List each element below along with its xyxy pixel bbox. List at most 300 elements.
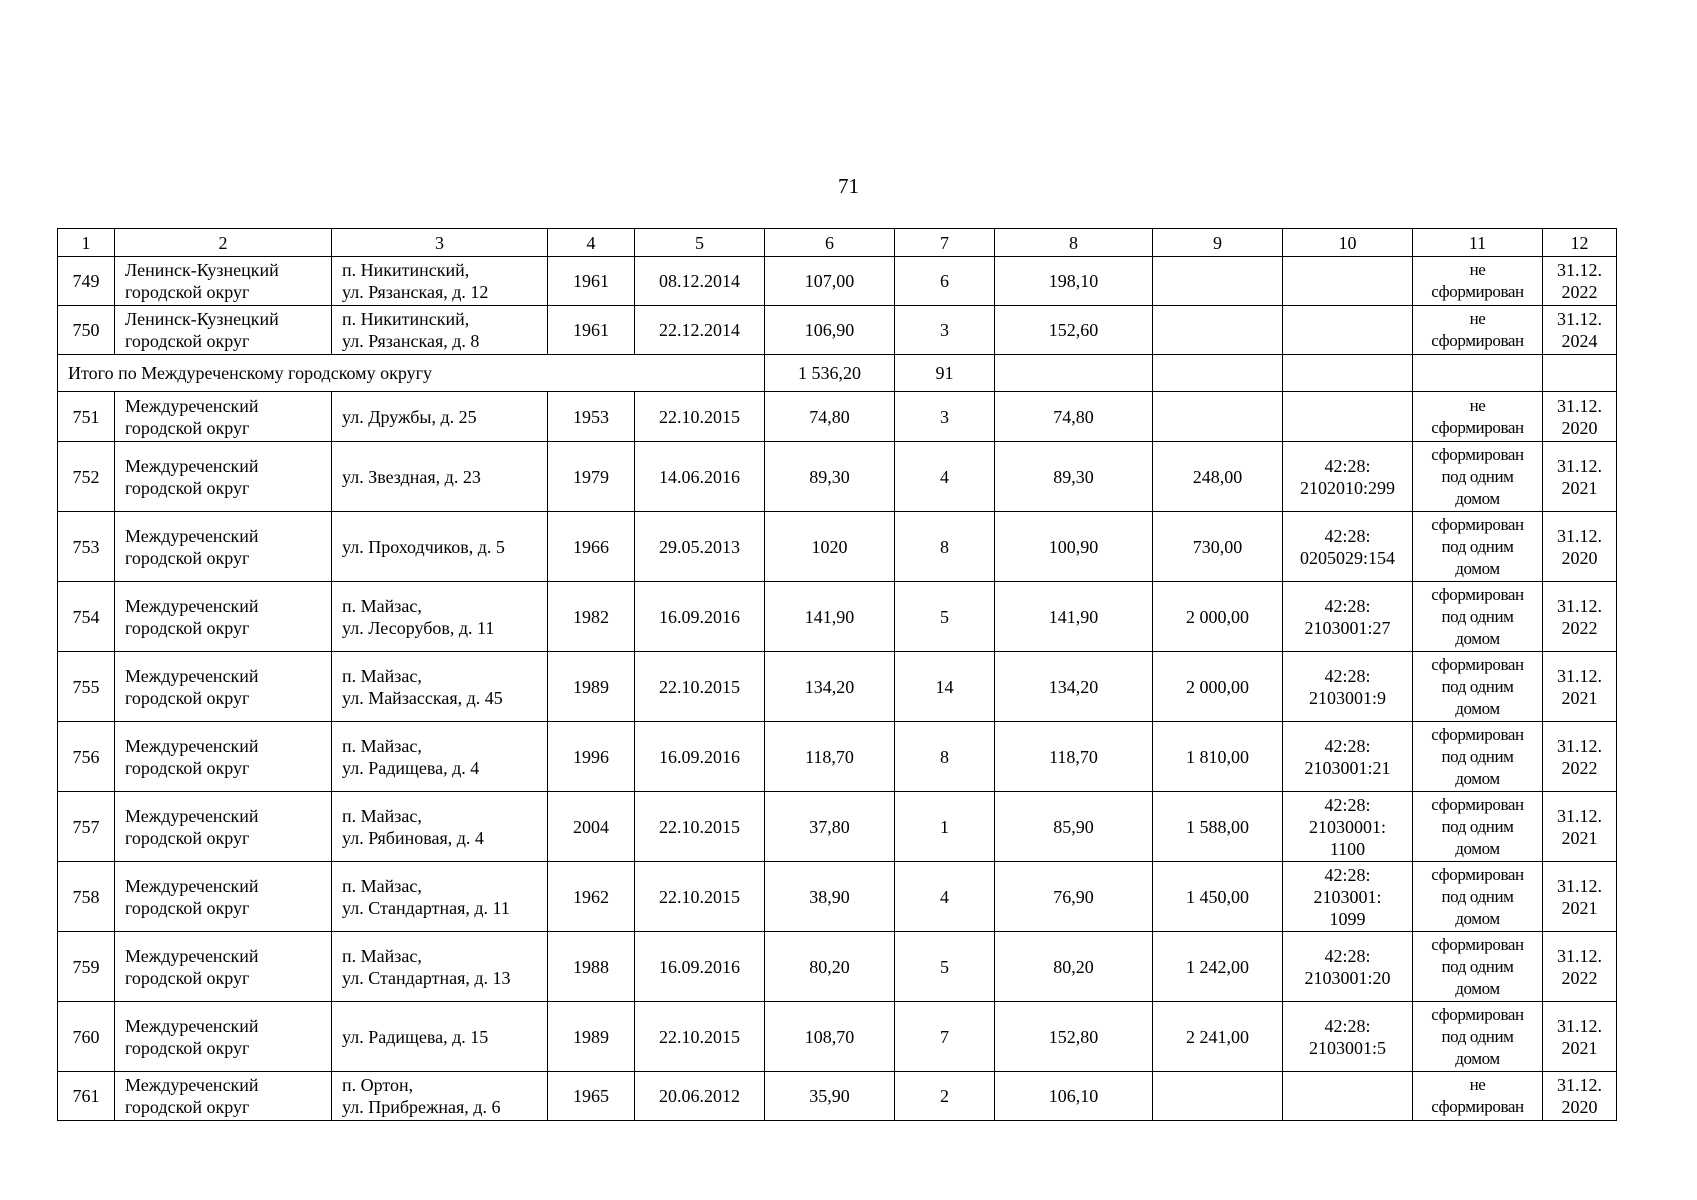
column-number: 12	[1543, 229, 1617, 257]
row-number: 760	[58, 1002, 115, 1072]
date-cell: 22.10.2015	[635, 652, 765, 722]
district-cell	[115, 392, 332, 442]
cadastral-number-cell-line: 42:28:	[1324, 945, 1371, 966]
land-area-cell	[1153, 1072, 1283, 1121]
column-number-row	[58, 229, 1617, 257]
year-cell: 1962	[548, 862, 635, 932]
column-number: 5	[635, 229, 765, 257]
land-status-cell-line: домом	[1455, 558, 1500, 578]
deadline-cell	[1543, 862, 1617, 932]
address-cell-line: п. Никитинский,	[342, 260, 470, 280]
district-cell	[115, 442, 332, 512]
district-cell-line: городской округ	[125, 331, 250, 351]
land-status-cell	[1413, 306, 1543, 355]
land-area-cell: 2 000,00	[1153, 652, 1283, 722]
empty-cell	[995, 355, 1153, 392]
cadastral-number-cell-line: 2103001:9	[1308, 687, 1386, 708]
land-area-cell: 1 810,00	[1153, 722, 1283, 792]
deadline-cell	[1543, 442, 1617, 512]
area-cell: 80,20	[765, 932, 895, 1002]
district-cell-line: городской округ	[125, 757, 250, 778]
deadline-cell-line: 31.12.	[1557, 875, 1602, 896]
table-body	[58, 229, 1617, 1121]
address-cell	[332, 582, 548, 652]
column-number: 8	[995, 229, 1153, 257]
deadline-cell-line: 2020	[1561, 547, 1598, 568]
district-cell	[115, 1072, 332, 1121]
area2-cell: 76,90	[995, 862, 1153, 932]
column-number: 9	[1153, 229, 1283, 257]
date-cell: 16.09.2016	[635, 582, 765, 652]
total-row	[58, 355, 1617, 392]
district-cell	[115, 306, 332, 355]
address-cell-line: ул. Звездная, д. 23	[342, 466, 481, 487]
people-cell: 4	[895, 862, 995, 932]
district-cell-line: городской округ	[125, 477, 250, 498]
table-row	[58, 862, 1617, 932]
date-cell: 16.09.2016	[635, 932, 765, 1002]
address-cell-line: ул. Радищева, д. 4	[342, 757, 480, 778]
people-cell: 7	[895, 1002, 995, 1072]
area2-cell: 89,30	[995, 442, 1153, 512]
area2-cell: 80,20	[995, 932, 1153, 1002]
total-label: Итого по Междуреченскому городскому округу	[58, 355, 765, 392]
total-people: 91	[895, 355, 995, 392]
table-row	[58, 652, 1617, 722]
column-number: 1	[58, 229, 115, 257]
district-cell-line: Междуреченский	[125, 455, 259, 476]
cadastral-number-cell-line: 42:28:	[1324, 735, 1371, 756]
area2-cell: 85,90	[995, 792, 1153, 862]
cadastral-number-cell-line: 42:28:	[1324, 455, 1371, 476]
deadline-cell-line: 2022	[1561, 967, 1598, 988]
deadline-cell-line: 2022	[1561, 282, 1598, 302]
address-cell-line: ул. Дружбы, д. 25	[342, 406, 477, 427]
deadline-cell-line: 2021	[1561, 687, 1598, 708]
column-number: 11	[1413, 229, 1543, 257]
total-area: 1 536,20	[765, 355, 895, 392]
cadastral-number-cell-line: 0205029:154	[1299, 547, 1395, 568]
year-cell: 1982	[548, 582, 635, 652]
address-cell	[332, 1072, 548, 1121]
district-cell-line: Междуреченский	[125, 595, 259, 616]
empty-cell	[1543, 355, 1617, 392]
area2-cell: 134,20	[995, 652, 1153, 722]
column-number: 7	[895, 229, 995, 257]
deadline-cell-line: 2020	[1561, 1097, 1598, 1117]
district-cell-line: Междуреченский	[125, 1075, 259, 1095]
people-cell: 2	[895, 1072, 995, 1121]
land-status-cell-line: под одним	[1441, 676, 1514, 696]
date-cell: 29.05.2013	[635, 512, 765, 582]
people-cell: 3	[895, 306, 995, 355]
cadastral-number-cell-line: 2102010:299	[1299, 477, 1395, 498]
empty-cell	[1283, 355, 1413, 392]
cadastral-number-cell	[1283, 442, 1413, 512]
address-cell	[332, 932, 548, 1002]
address-cell-line: п. Майзас,	[342, 665, 422, 686]
district-cell-line: городской округ	[125, 827, 250, 848]
date-cell: 22.10.2015	[635, 392, 765, 442]
deadline-cell	[1543, 257, 1617, 306]
land-status-cell	[1413, 512, 1543, 582]
area-cell: 108,70	[765, 1002, 895, 1072]
empty-cell	[1153, 355, 1283, 392]
area2-cell: 198,10	[995, 257, 1153, 306]
date-cell: 16.09.2016	[635, 722, 765, 792]
cadastral-number-cell	[1283, 257, 1413, 306]
land-status-cell	[1413, 932, 1543, 1002]
year-cell: 1996	[548, 722, 635, 792]
address-cell	[332, 792, 548, 862]
land-status-cell	[1413, 722, 1543, 792]
district-cell	[115, 862, 332, 932]
land-status-cell-line: домом	[1455, 978, 1500, 998]
area2-cell: 152,60	[995, 306, 1153, 355]
row-number: 753	[58, 512, 115, 582]
land-status-cell-line: домом	[1455, 768, 1500, 788]
land-status-cell-line: не	[1469, 395, 1486, 415]
land-area-cell: 1 242,00	[1153, 932, 1283, 1002]
year-cell: 1989	[548, 652, 635, 722]
deadline-cell-line: 2024	[1561, 331, 1598, 351]
land-status-cell-line: сформирован	[1431, 584, 1524, 604]
year-cell: 1988	[548, 932, 635, 1002]
table-row	[58, 257, 1617, 306]
land-status-cell-line: сформирован	[1431, 1097, 1524, 1116]
land-area-cell: 1 588,00	[1153, 792, 1283, 862]
row-number: 754	[58, 582, 115, 652]
people-cell: 1	[895, 792, 995, 862]
land-status-cell-line: сформирован	[1431, 794, 1524, 814]
land-status-cell-line: сформирован	[1431, 331, 1524, 350]
cadastral-number-cell-line: 1099	[1329, 908, 1366, 929]
district-cell-line: городской округ	[125, 687, 250, 708]
deadline-cell-line: 31.12.	[1557, 595, 1602, 616]
cadastral-number-cell-line: 1100	[1329, 838, 1366, 859]
land-status-cell	[1413, 862, 1543, 932]
area-cell: 38,90	[765, 862, 895, 932]
deadline-cell-line: 31.12.	[1557, 1075, 1602, 1095]
date-cell: 22.10.2015	[635, 792, 765, 862]
cadastral-number-cell	[1283, 792, 1413, 862]
people-cell: 8	[895, 722, 995, 792]
address-cell	[332, 306, 548, 355]
district-cell-line: городской округ	[125, 547, 250, 568]
row-number: 751	[58, 392, 115, 442]
land-status-cell-line: сформирован	[1431, 724, 1524, 744]
land-status-cell-line: под одним	[1441, 956, 1514, 976]
address-cell	[332, 722, 548, 792]
table-row	[58, 442, 1617, 512]
cadastral-number-cell	[1283, 1002, 1413, 1072]
area2-cell: 118,70	[995, 722, 1153, 792]
cadastral-number-cell	[1283, 306, 1413, 355]
address-cell-line: ул. Проходчиков, д. 5	[342, 536, 505, 557]
land-status-cell-line: не	[1469, 1075, 1486, 1094]
people-cell: 14	[895, 652, 995, 722]
district-cell-line: Междуреченский	[125, 395, 259, 416]
date-cell: 20.06.2012	[635, 1072, 765, 1121]
land-area-cell	[1153, 257, 1283, 306]
address-cell-line: п. Майзас,	[342, 735, 422, 756]
deadline-cell-line: 2021	[1561, 477, 1598, 498]
area2-cell: 74,80	[995, 392, 1153, 442]
deadline-cell	[1543, 652, 1617, 722]
area2-cell: 152,80	[995, 1002, 1153, 1072]
deadline-cell-line: 31.12.	[1557, 945, 1602, 966]
deadline-cell-line: 31.12.	[1557, 260, 1602, 280]
district-cell-line: городской округ	[125, 1037, 250, 1058]
district-cell-line: городской округ	[125, 617, 250, 638]
address-cell-line: п. Ортон,	[342, 1075, 414, 1095]
deadline-cell-line: 2022	[1561, 617, 1598, 638]
district-cell-line: Междуреченский	[125, 875, 259, 896]
area2-cell: 100,90	[995, 512, 1153, 582]
area2-cell: 106,10	[995, 1072, 1153, 1121]
cadastral-number-cell-line: 2103001:5	[1308, 1037, 1386, 1058]
people-cell: 3	[895, 392, 995, 442]
land-status-cell	[1413, 1072, 1543, 1121]
land-status-cell-line: сформирован	[1431, 1004, 1524, 1024]
deadline-cell-line: 31.12.	[1557, 735, 1602, 756]
table-row	[58, 582, 1617, 652]
address-cell-line: п. Майзас,	[342, 595, 422, 616]
land-status-cell	[1413, 257, 1543, 306]
address-cell-line: п. Майзас,	[342, 945, 422, 966]
row-number: 752	[58, 442, 115, 512]
deadline-cell-line: 31.12.	[1557, 455, 1602, 476]
year-cell: 2004	[548, 792, 635, 862]
land-status-cell	[1413, 442, 1543, 512]
land-status-cell-line: под одним	[1441, 816, 1514, 836]
district-cell	[115, 257, 332, 306]
cadastral-number-cell	[1283, 862, 1413, 932]
people-cell: 5	[895, 932, 995, 1002]
land-status-cell-line: домом	[1455, 1048, 1500, 1068]
land-status-cell-line: под одним	[1441, 1026, 1514, 1046]
land-status-cell-line: сформирован	[1431, 417, 1524, 437]
cadastral-number-cell-line: 42:28:	[1324, 595, 1371, 616]
district-cell-line: городской округ	[125, 282, 250, 302]
deadline-cell	[1543, 582, 1617, 652]
district-cell-line: Ленинск-Кузнецкий	[125, 260, 279, 280]
district-cell-line: Междуреченский	[125, 805, 259, 826]
land-status-cell-line: домом	[1455, 908, 1500, 928]
year-cell: 1961	[548, 257, 635, 306]
address-cell-line: ул. Майзасская, д. 45	[342, 687, 503, 708]
deadline-cell-line: 2021	[1561, 827, 1598, 848]
land-status-cell-line: домом	[1455, 698, 1500, 718]
table-row	[58, 1002, 1617, 1072]
land-status-cell-line: сформирован	[1431, 654, 1524, 674]
address-cell-line: ул. Радищева, д. 15	[342, 1026, 489, 1047]
empty-cell	[1413, 355, 1543, 392]
district-cell-line: городской округ	[125, 967, 250, 988]
address-cell	[332, 862, 548, 932]
row-number: 761	[58, 1072, 115, 1121]
people-cell: 5	[895, 582, 995, 652]
housing-registry-table	[57, 228, 1617, 1121]
table-row	[58, 392, 1617, 442]
district-cell-line: городской округ	[125, 417, 250, 438]
cadastral-number-cell-line: 21030001:	[1308, 816, 1386, 837]
address-cell-line: п. Майзас,	[342, 805, 422, 826]
land-status-cell	[1413, 652, 1543, 722]
page-number: 71	[838, 174, 859, 198]
deadline-cell	[1543, 392, 1617, 442]
people-cell: 8	[895, 512, 995, 582]
land-status-cell-line: домом	[1455, 488, 1500, 508]
date-cell: 22.12.2014	[635, 306, 765, 355]
land-status-cell-line: не	[1469, 309, 1486, 328]
deadline-cell-line: 31.12.	[1557, 309, 1602, 329]
district-cell	[115, 652, 332, 722]
land-area-cell: 2 241,00	[1153, 1002, 1283, 1072]
year-cell: 1979	[548, 442, 635, 512]
address-cell	[332, 1002, 548, 1072]
deadline-cell-line: 31.12.	[1557, 665, 1602, 686]
cadastral-number-cell-line: 2103001:21	[1304, 757, 1391, 778]
date-cell: 08.12.2014	[635, 257, 765, 306]
date-cell: 22.10.2015	[635, 862, 765, 932]
address-cell-line: ул. Рязанская, д. 12	[342, 282, 489, 302]
district-cell-line: Междуреченский	[125, 665, 259, 686]
address-cell-line: ул. Стандартная, д. 13	[342, 967, 511, 988]
district-cell-line: городской округ	[125, 897, 250, 918]
land-status-cell-line: сформирован	[1431, 282, 1524, 301]
cadastral-number-cell	[1283, 722, 1413, 792]
row-number: 755	[58, 652, 115, 722]
land-status-cell-line: под одним	[1441, 746, 1514, 766]
land-status-cell-line: под одним	[1441, 606, 1514, 626]
land-status-cell-line: под одним	[1441, 886, 1514, 906]
area2-cell: 141,90	[995, 582, 1153, 652]
area-cell: 37,80	[765, 792, 895, 862]
land-status-cell	[1413, 1002, 1543, 1072]
column-number: 10	[1283, 229, 1413, 257]
land-status-cell-line: сформирован	[1431, 934, 1524, 954]
land-status-cell-line: сформирован	[1431, 864, 1524, 884]
deadline-cell	[1543, 722, 1617, 792]
deadline-cell-line: 31.12.	[1557, 1015, 1602, 1036]
land-area-cell: 1 450,00	[1153, 862, 1283, 932]
deadline-cell-line: 31.12.	[1557, 805, 1602, 826]
address-cell	[332, 652, 548, 722]
district-cell	[115, 722, 332, 792]
people-cell: 4	[895, 442, 995, 512]
deadline-cell-line: 2022	[1561, 757, 1598, 778]
deadline-cell	[1543, 792, 1617, 862]
people-cell: 6	[895, 257, 995, 306]
cadastral-number-cell	[1283, 1072, 1413, 1121]
table-row	[58, 1072, 1617, 1121]
row-number: 757	[58, 792, 115, 862]
cadastral-number-cell	[1283, 652, 1413, 722]
column-number: 2	[115, 229, 332, 257]
area-cell: 118,70	[765, 722, 895, 792]
table-row	[58, 792, 1617, 862]
district-cell-line: Междуреченский	[125, 735, 259, 756]
cadastral-number-cell-line: 42:28:	[1324, 1015, 1371, 1036]
address-cell	[332, 442, 548, 512]
district-cell	[115, 582, 332, 652]
cadastral-number-cell	[1283, 512, 1413, 582]
address-cell-line: п. Майзас,	[342, 875, 422, 896]
table-row	[58, 722, 1617, 792]
area-cell: 1020	[765, 512, 895, 582]
table-row	[58, 932, 1617, 1002]
cadastral-number-cell	[1283, 392, 1413, 442]
district-cell-line: Междуреченский	[125, 1015, 259, 1036]
cadastral-number-cell-line: 42:28:	[1324, 665, 1371, 686]
row-number: 750	[58, 306, 115, 355]
cadastral-number-cell-line: 42:28:	[1324, 864, 1371, 885]
address-cell-line: ул. Лесорубов, д. 11	[342, 617, 495, 638]
year-cell: 1953	[548, 392, 635, 442]
row-number: 749	[58, 257, 115, 306]
area-cell: 141,90	[765, 582, 895, 652]
area-cell: 106,90	[765, 306, 895, 355]
year-cell: 1966	[548, 512, 635, 582]
area-cell: 74,80	[765, 392, 895, 442]
land-area-cell: 730,00	[1153, 512, 1283, 582]
deadline-cell	[1543, 932, 1617, 1002]
deadline-cell-line: 2020	[1561, 417, 1598, 438]
column-number: 6	[765, 229, 895, 257]
deadline-cell	[1543, 1072, 1617, 1121]
land-status-cell	[1413, 792, 1543, 862]
cadastral-number-cell	[1283, 932, 1413, 1002]
cadastral-number-cell-line: 2103001:27	[1304, 617, 1391, 638]
deadline-cell-line: 31.12.	[1557, 525, 1602, 546]
deadline-cell-line: 31.12.	[1557, 395, 1602, 416]
cadastral-number-cell-line: 2103001:	[1313, 886, 1382, 907]
area-cell: 89,30	[765, 442, 895, 512]
district-cell-line: городской округ	[125, 1097, 250, 1117]
land-status-cell	[1413, 392, 1543, 442]
land-status-cell-line: домом	[1455, 838, 1500, 858]
land-area-cell: 2 000,00	[1153, 582, 1283, 652]
land-status-cell-line: не	[1469, 260, 1486, 279]
land-area-cell	[1153, 392, 1283, 442]
area-cell: 134,20	[765, 652, 895, 722]
address-cell-line: ул. Рязанская, д. 8	[342, 331, 480, 351]
land-status-cell-line: домом	[1455, 628, 1500, 648]
date-cell: 22.10.2015	[635, 1002, 765, 1072]
land-status-cell-line: сформирован	[1431, 514, 1524, 534]
land-area-cell: 248,00	[1153, 442, 1283, 512]
district-cell	[115, 792, 332, 862]
year-cell: 1961	[548, 306, 635, 355]
column-number: 3	[332, 229, 548, 257]
address-cell	[332, 257, 548, 306]
cadastral-number-cell-line: 42:28:	[1324, 794, 1371, 815]
row-number: 759	[58, 932, 115, 1002]
year-cell: 1989	[548, 1002, 635, 1072]
cadastral-number-cell	[1283, 582, 1413, 652]
district-cell-line: Ленинск-Кузнецкий	[125, 309, 279, 329]
cadastral-number-cell-line: 42:28:	[1324, 525, 1371, 546]
row-number: 756	[58, 722, 115, 792]
deadline-cell	[1543, 512, 1617, 582]
table-row	[58, 306, 1617, 355]
land-status-cell-line: под одним	[1441, 466, 1514, 486]
land-status-cell	[1413, 582, 1543, 652]
deadline-cell	[1543, 306, 1617, 355]
cadastral-number-cell-line: 2103001:20	[1304, 967, 1391, 988]
row-number: 758	[58, 862, 115, 932]
